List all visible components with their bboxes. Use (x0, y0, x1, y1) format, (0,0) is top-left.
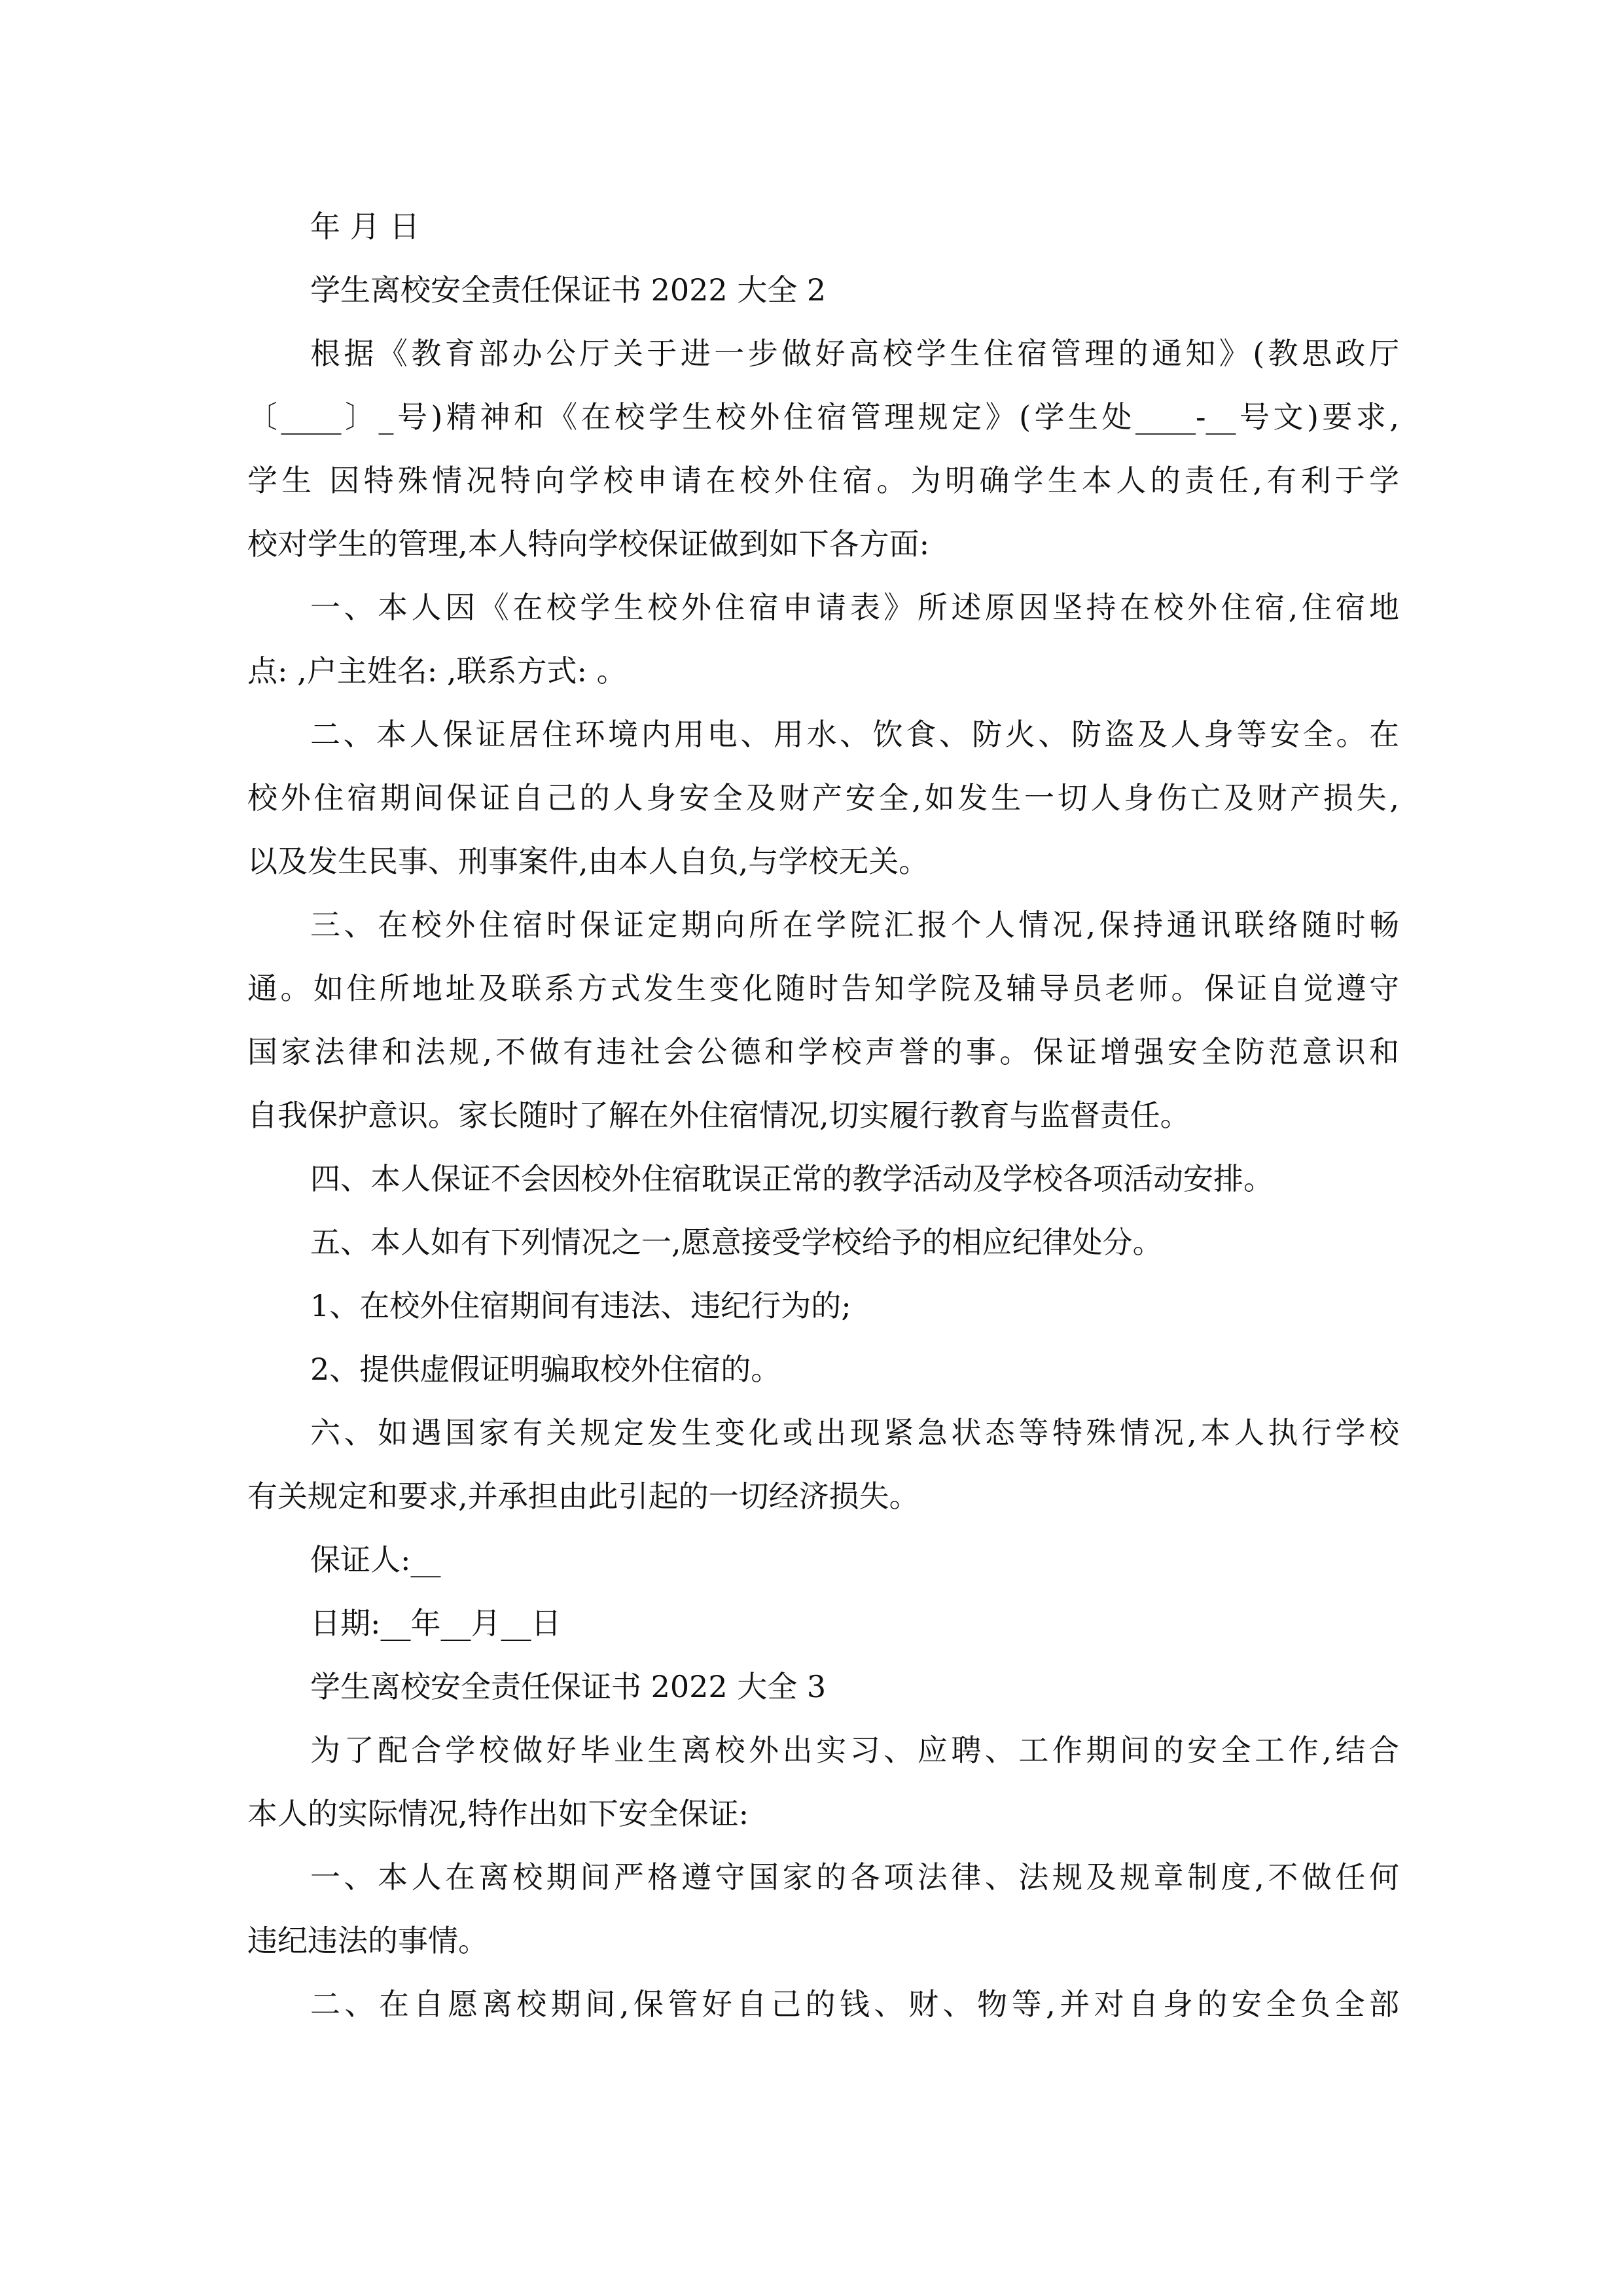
signature-date-line: 日期:__年__月__日 (310, 1605, 562, 1641)
paragraph-line: 以及发生民事、刑事案件,由本人自负,与学校无关。 (247, 844, 929, 879)
paragraph-line: 一、本人在离校期间严格遵守国家的各项法律、法规及规章制度,不做任何 (310, 1859, 1399, 1895)
paragraph-line: 三、在校外住宿时保证定期向所在学院汇报个人情况,保持通讯联络随时畅 (310, 907, 1399, 942)
paragraph-line: 有关规定和要求,并承担由此引起的一切经济损失。 (247, 1479, 919, 1514)
paragraph-line: 二、本人保证居住环境内用电、用水、饮食、防火、防盗及人身等安全。在 (310, 717, 1399, 752)
paragraph-line: 国家法律和法规,不做有违社会公德和学校声誉的事。保证增强安全防范意识和 (247, 1034, 1399, 1069)
section-title-3: 学生离校安全责任保证书 2022 大全 3 (310, 1669, 827, 1704)
list-item: 2、提供虚假证明骗取校外住宿的。 (310, 1352, 781, 1387)
paragraph-line: 四、本人保证不会因校外住宿耽误正常的教学活动及学校各项活动安排。 (310, 1161, 1274, 1196)
paragraph-line: 〔____〕_号)精神和《在校学生校外住宿管理规定》(学生处____-__号文)要求, (247, 399, 1399, 435)
paragraph-line: 学生 因特殊情况特向学校申请在校外住宿。为明确学生本人的责任,有利于学 (247, 463, 1399, 498)
paragraph-line: 点: ,户主姓名: ,联系方式: 。 (247, 653, 627, 689)
paragraph-line: 自我保护意识。家长随时了解在外住宿情况,切实履行教育与监督责任。 (247, 1098, 1190, 1133)
paragraph-line: 校外住宿期间保证自己的人身安全及财产安全,如发生一切人身伤亡及财产损失, (247, 780, 1399, 816)
paragraph-line: 本人的实际情况,特作出如下安全保证: (247, 1796, 749, 1831)
paragraph-line: 五、本人如有下列情况之一,愿意接受学校给予的相应纪律处分。 (310, 1225, 1163, 1260)
paragraph-line: 一、本人因《在校学生校外住宿申请表》所述原因坚持在校外住宿,住宿地 (310, 590, 1399, 625)
guarantor-line: 保证人:__ (310, 1542, 441, 1577)
paragraph-line: 校对学生的管理,本人特向学校保证做到如下各方面: (247, 526, 930, 562)
section-title-2: 学生离校安全责任保证书 2022 大全 2 (310, 272, 827, 308)
list-item: 1、在校外住宿期间有违法、违纪行为的; (310, 1288, 851, 1323)
paragraph-line: 二、在自愿离校期间,保管好自己的钱、财、物等,并对自身的安全负全部 (310, 1986, 1399, 2022)
paragraph-line: 六、如遇国家有关规定发生变化或出现紧急状态等特殊情况,本人执行学校 (310, 1415, 1399, 1450)
paragraph-line: 根据《教育部办公厅关于进一步做好高校学生住宿管理的通知》(教思政厅 (310, 336, 1399, 371)
paragraph-line: 通。如住所地址及联系方式发生变化随时告知学院及辅导员老师。保证自觉遵守 (247, 971, 1399, 1006)
paragraph-line: 违纪违法的事情。 (247, 1923, 488, 1958)
date-line: 年 月 日 (310, 209, 420, 244)
paragraph-line: 为了配合学校做好毕业生离校外出实习、应聘、工作期间的安全工作,结合 (310, 1732, 1399, 1768)
